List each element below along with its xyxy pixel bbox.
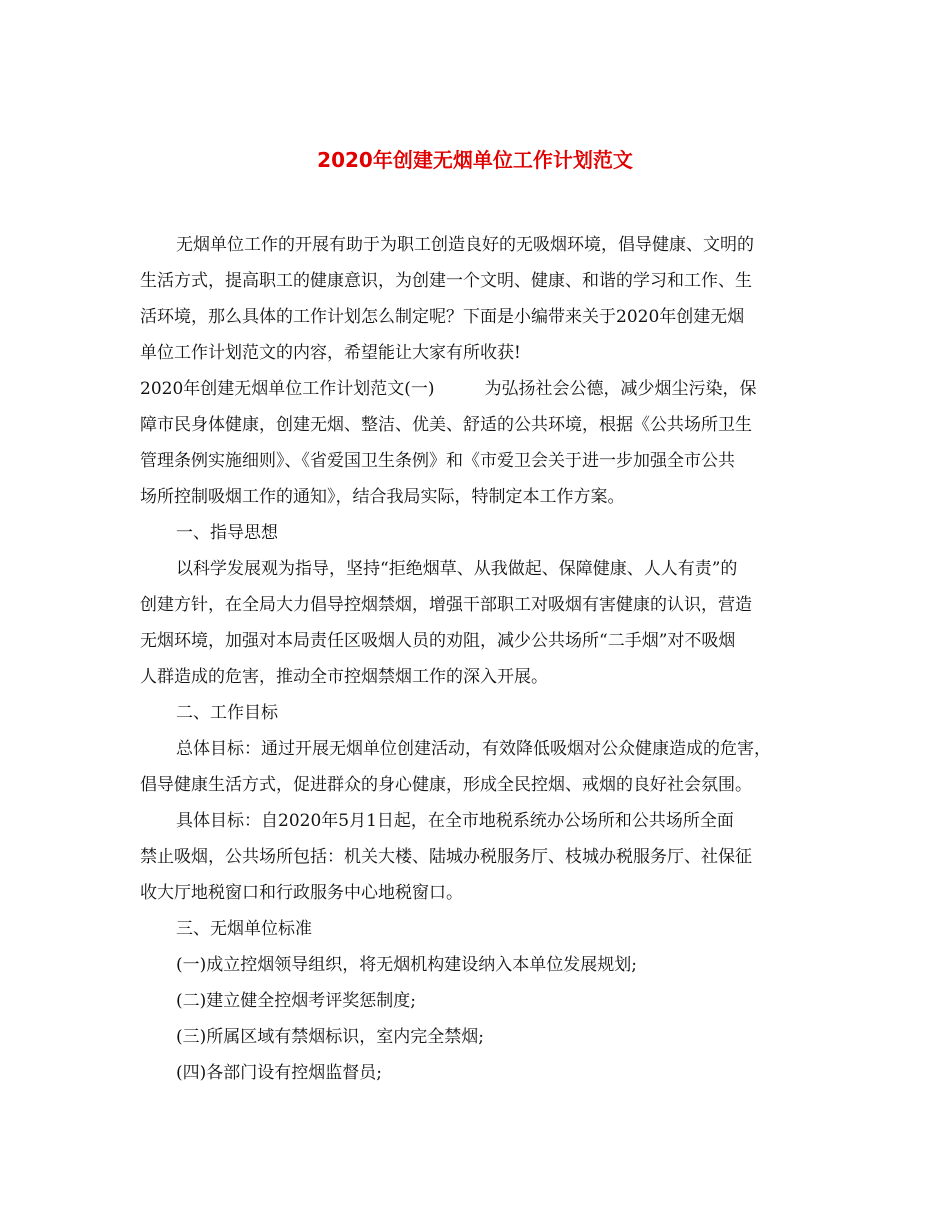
paragraph-line: 无烟环境，加强对本局责任区吸烟人员的劝阻，减少公共场所“二手烟”对不吸烟 — [140, 631, 736, 651]
paragraph-line: 生活方式，提高职工的健康意识，为创建一个文明、健康、和谐的学习和工作、生 — [140, 271, 752, 291]
list-item: (一)成立控烟领导组织，将无烟机构建设纳入本单位发展规划; — [176, 955, 637, 975]
list-item: (二)建立健全控烟考评奖惩制度; — [176, 991, 416, 1011]
paragraph-line: 总体目标：通过开展无烟单位创建活动，有效降低吸烟对公众健康造成的危害， — [176, 739, 771, 759]
paragraph-line — [140, 371, 830, 407]
paragraph-line: 创建方针，在全局大力倡导控烟禁烟，增强干部职工对吸烟有害健康的认识，营造 — [140, 595, 752, 615]
section-heading: 一、指导思想 — [176, 523, 278, 543]
paragraph-line: 收大厅地税窗口和行政服务中心地税窗口。 — [140, 883, 463, 903]
paragraph-line: 无烟单位工作的开展有助于为职工创造良好的无吸烟环境，倡导健康、文明的 — [176, 235, 754, 255]
paragraph-line: 活环境，那么具体的工作计划怎么制定呢？下面是小编带来关于2020年创建无烟 — [140, 307, 745, 327]
document-title: 2020年创建无烟单位工作计划范文 — [317, 148, 633, 172]
paragraph-line: 具体目标：自2020年5月1日起，在全市地税系统办公场所和公共场所全面 — [176, 811, 734, 831]
sample-heading: 2020年创建无烟单位工作计划范文(一) — [140, 379, 435, 399]
paragraph-line: 禁止吸烟，公共场所包括：机关大楼、陆城办税服务厅、枝城办税服务厅、社保征 — [140, 847, 752, 867]
list-item: (三)所属区域有禁烟标识，室内完全禁烟; — [176, 1027, 484, 1047]
document-body — [140, 227, 830, 1091]
paragraph-line: 场所控制吸烟工作的通知》，结合我局实际，特制定本工作方案。 — [140, 487, 625, 507]
section-heading: 三、无烟单位标准 — [176, 919, 312, 939]
section-heading: 二、工作目标 — [176, 703, 278, 723]
paragraph-line: 单位工作计划范文的内容，希望能让大家有所收获! — [140, 343, 521, 363]
list-item: (四)各部门设有控烟监督员; — [176, 1063, 382, 1083]
paragraph-text: 为弘扬社会公德，减少烟尘污染，保 — [484, 379, 757, 399]
paragraph-line: 人群造成的危害，推动全市控烟禁烟工作的深入开展。 — [140, 667, 548, 687]
paragraph-line: 管理条例实施细则》、《省爱国卫生条例》和《市爱卫会关于进一步加强全市公共 — [140, 451, 735, 471]
paragraph-line: 以科学发展观为指导，坚持“拒绝烟草、从我做起、保障健康、人人有责”的 — [176, 559, 738, 579]
paragraph-line: 倡导健康生活方式，促进群众的身心健康，形成全民控烟、戒烟的良好社会氛围。 — [140, 775, 752, 795]
paragraph-line: 障市民身体健康，创建无烟、整洁、优美、舒适的公共环境，根据《公共场所卫生 — [140, 415, 752, 435]
